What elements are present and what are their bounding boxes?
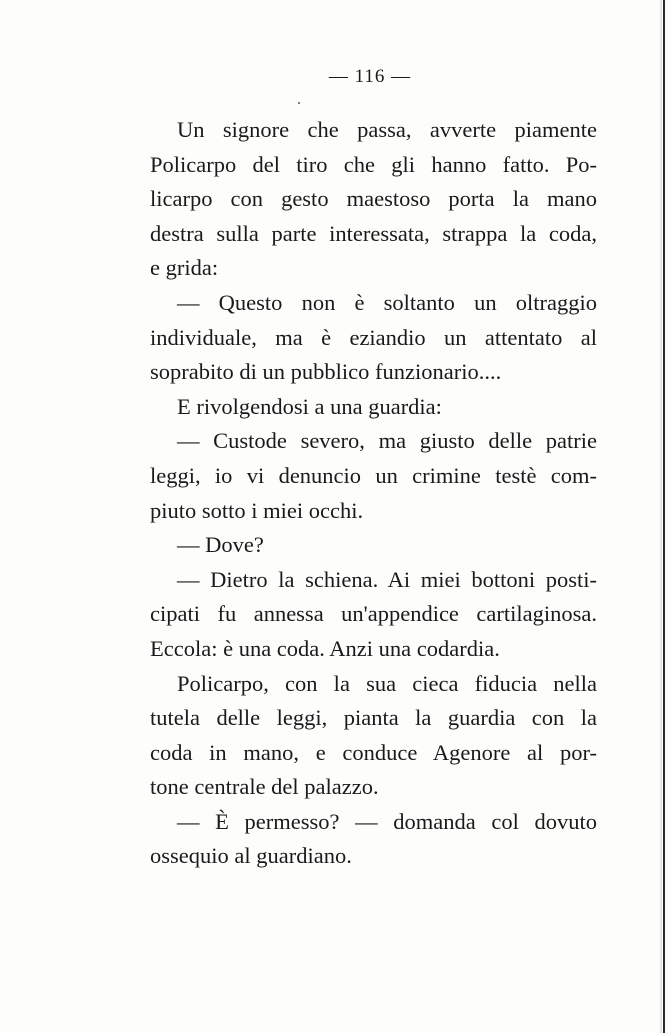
text-line: e grida: [150,255,219,281]
print-speck [298,102,300,104]
text-line: cipati fu annessa un'appendice cartilaginosa. [150,601,597,627]
page-edge-line [663,0,665,1033]
text-line: individuale, ma è eziandio un attentato al [150,324,597,350]
text-line: — Dietro la schiena. Ai miei bottoni posti- [177,566,597,592]
text-line: Eccola: è una coda. Anzi una codardia. [150,635,500,661]
text-line: Policarpo, con la sua cieca fiducia nella [177,670,597,696]
page-edge-shadow [659,0,662,1033]
text-line: tutela delle leggi, pianta la guardia con la [150,705,597,731]
text-line: Policarpo del tiro che gli hanno fatto. Po- [150,151,597,177]
text-line: — Dove? [177,532,264,558]
text-line: — Questo non è soltanto un oltraggio [177,289,597,315]
text-line: — Custode severo, ma giusto delle patrie [177,428,597,454]
text-line: E rivolgendosi a una guardia: [177,393,442,419]
page-number: — 116 — [328,66,412,87]
text-line: Un signore che passa, avverte piamente [177,117,597,142]
text-line: licarpo con gesto maestoso porta la mano [150,186,597,212]
text-line: ossequio al guardiano. [150,843,352,869]
text-line: destra sulla parte interessata, strappa la coda, [150,220,597,246]
text-line: coda in mano, e conduce Agenore al por- [150,739,597,765]
body-text [150,113,597,874]
text-line: leggi, io vi denuncio un crimine testè com- [150,462,597,488]
text-line: piuto sotto i miei occhi. [150,497,364,523]
text-line: tone centrale del palazzo. [150,774,379,800]
text-line: — È permesso? — domanda col dovuto [177,808,597,834]
text-line: soprabito di un pubblico funzionario.... [150,359,502,385]
